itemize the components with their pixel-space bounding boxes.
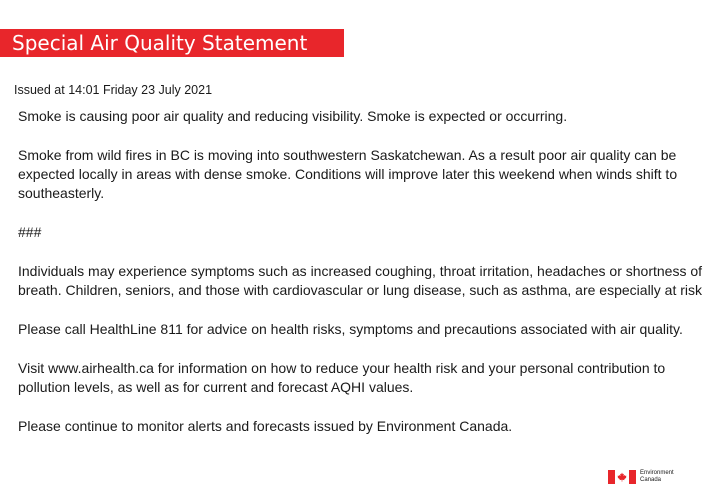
text-line: expected locally in areas with dense smoke. Conditions will improve later this weekend when winds shift to <box>18 166 678 182</box>
statement-title-banner <box>0 29 344 57</box>
text-line: Smoke from wild fires in BC is moving into southwestern Saskatchewan. As a result poor air quality can be <box>18 147 677 163</box>
paragraph-airhealth <box>18 359 703 397</box>
paragraph-smoke-details <box>18 146 703 203</box>
text-line: pollution levels, as well as for current and forecast AQHI values. <box>18 379 414 395</box>
logo-line-environment: Environment <box>640 470 674 476</box>
paragraph-smoke-summary <box>18 107 703 126</box>
paragraph-symptoms <box>18 262 703 300</box>
text-line: ### <box>18 224 42 240</box>
paragraph-monitor <box>18 417 703 436</box>
text-line: breath. Children, seniors, and those with cardiovascular or lung disease, such as asthma, are especially at risk <box>18 282 703 298</box>
logo-text <box>640 470 674 484</box>
canada-flag-icon <box>608 470 636 484</box>
text-line: Please call HealthLine 811 for advice on health risks, symptoms and precautions associated with air quality. <box>18 321 683 337</box>
text-line: southeasterly. <box>18 185 105 201</box>
text-line: Individuals may experience symptoms such as increased coughing, throat irritation, headaches or shortness of <box>18 263 703 279</box>
text-line: Smoke is causing poor air quality and reducing visibility. Smoke is expected or occurring. <box>18 108 568 124</box>
text-line: Please continue to monitor alerts and forecasts issued by Environment Canada. <box>18 418 513 434</box>
paragraph-separator <box>18 223 703 242</box>
text-line: Visit www.airhealth.ca for information on how to reduce your health risk and your personal contribution to <box>18 360 666 376</box>
statement-body <box>18 107 703 456</box>
issued-timestamp: Issued at 14:01 Friday 23 July 2021 <box>14 83 213 97</box>
logo-line-canada: Canada <box>640 477 662 483</box>
environment-canada-logo <box>608 470 674 484</box>
paragraph-healthline <box>18 320 703 339</box>
statement-title: Special Air Quality Statement <box>12 31 308 55</box>
